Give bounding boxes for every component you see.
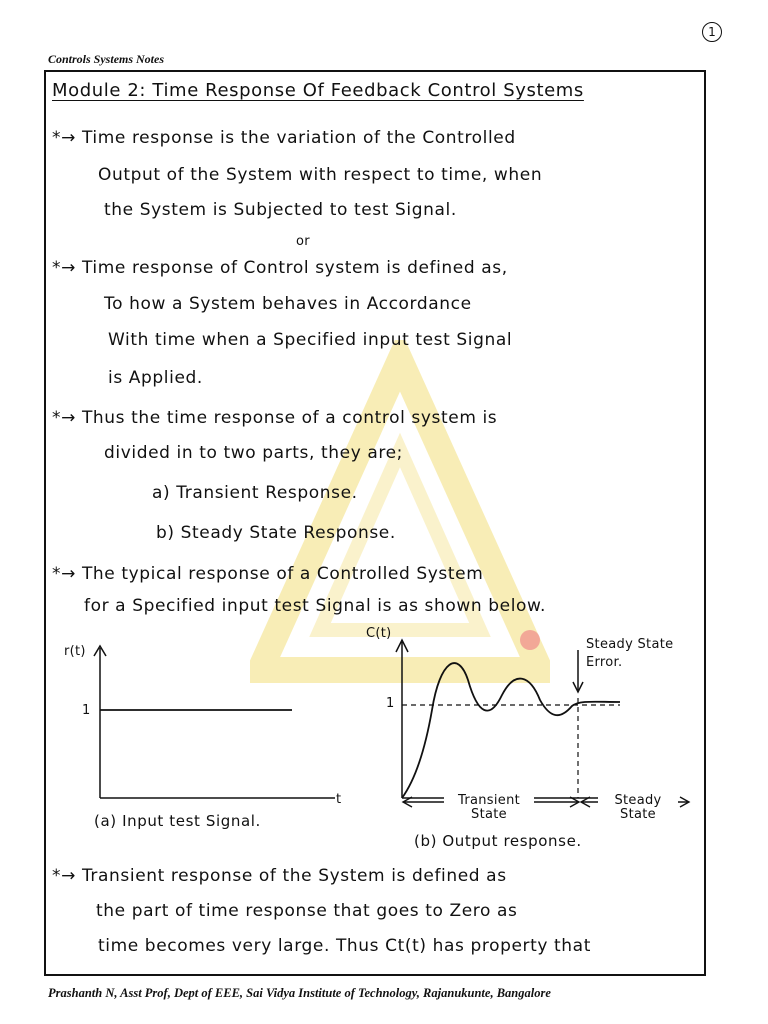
graph-b-level: 1 xyxy=(386,696,395,711)
steady-state-label: Steady State xyxy=(598,794,678,822)
graph-b-caption: (b) Output response. xyxy=(414,832,582,850)
steady-state-error-label: Steady State Error. xyxy=(586,637,674,670)
text-line: is Applied. xyxy=(108,368,203,388)
page-header: Controls Systems Notes xyxy=(48,52,165,66)
text-line: b) Steady State Response. xyxy=(156,523,396,543)
graph-a-level: 1 xyxy=(82,703,91,718)
text-line: *→ Time response of Control system is defined as, xyxy=(52,258,508,278)
text-line: Output of the System with respect to time, when xyxy=(98,165,543,185)
text-line: a) Transient Response. xyxy=(152,483,358,503)
text-line: *→ The typical response of a Controlled System xyxy=(52,564,484,584)
text-line: *→ Transient response of the System is defined as xyxy=(52,866,507,886)
text-line: or xyxy=(296,234,310,249)
text-line: With time when a Specified input test Signal xyxy=(108,330,513,350)
transient-state-label: Transient State xyxy=(444,794,534,822)
text-line: To how a System behaves in Accordance xyxy=(104,294,472,314)
text-line: the System is Subjected to test Signal. xyxy=(104,200,457,220)
input-signal-graph xyxy=(60,638,360,838)
text-line: *→ Thus the time response of a control system is xyxy=(52,408,498,428)
page-number: 1 xyxy=(702,22,722,42)
graph-b-ylabel: C(t) xyxy=(366,626,392,641)
text-line: time becomes very large. Thus Ct(t) has property that xyxy=(98,936,591,956)
text-line: for a Specified input test Signal is as shown below. xyxy=(84,596,546,616)
module-title: Module 2: Time Response Of Feedback Control Systems xyxy=(52,80,584,101)
graph-a-caption: (a) Input test Signal. xyxy=(94,812,261,830)
graph-a-ylabel: r(t) xyxy=(64,644,86,659)
response-curve xyxy=(402,663,620,798)
text-line: *→ Time response is the variation of the Controlled xyxy=(52,128,516,148)
graph-a-xlabel: t xyxy=(336,792,342,807)
text-line: divided in to two parts, they are; xyxy=(104,443,403,463)
text-line: the part of time response that goes to Zero as xyxy=(96,901,518,921)
page-footer: Prashanth N, Asst Prof, Dept of EEE, Sai Vidya Institute of Technology, Rajanukunte, Bangalore xyxy=(48,986,551,1000)
